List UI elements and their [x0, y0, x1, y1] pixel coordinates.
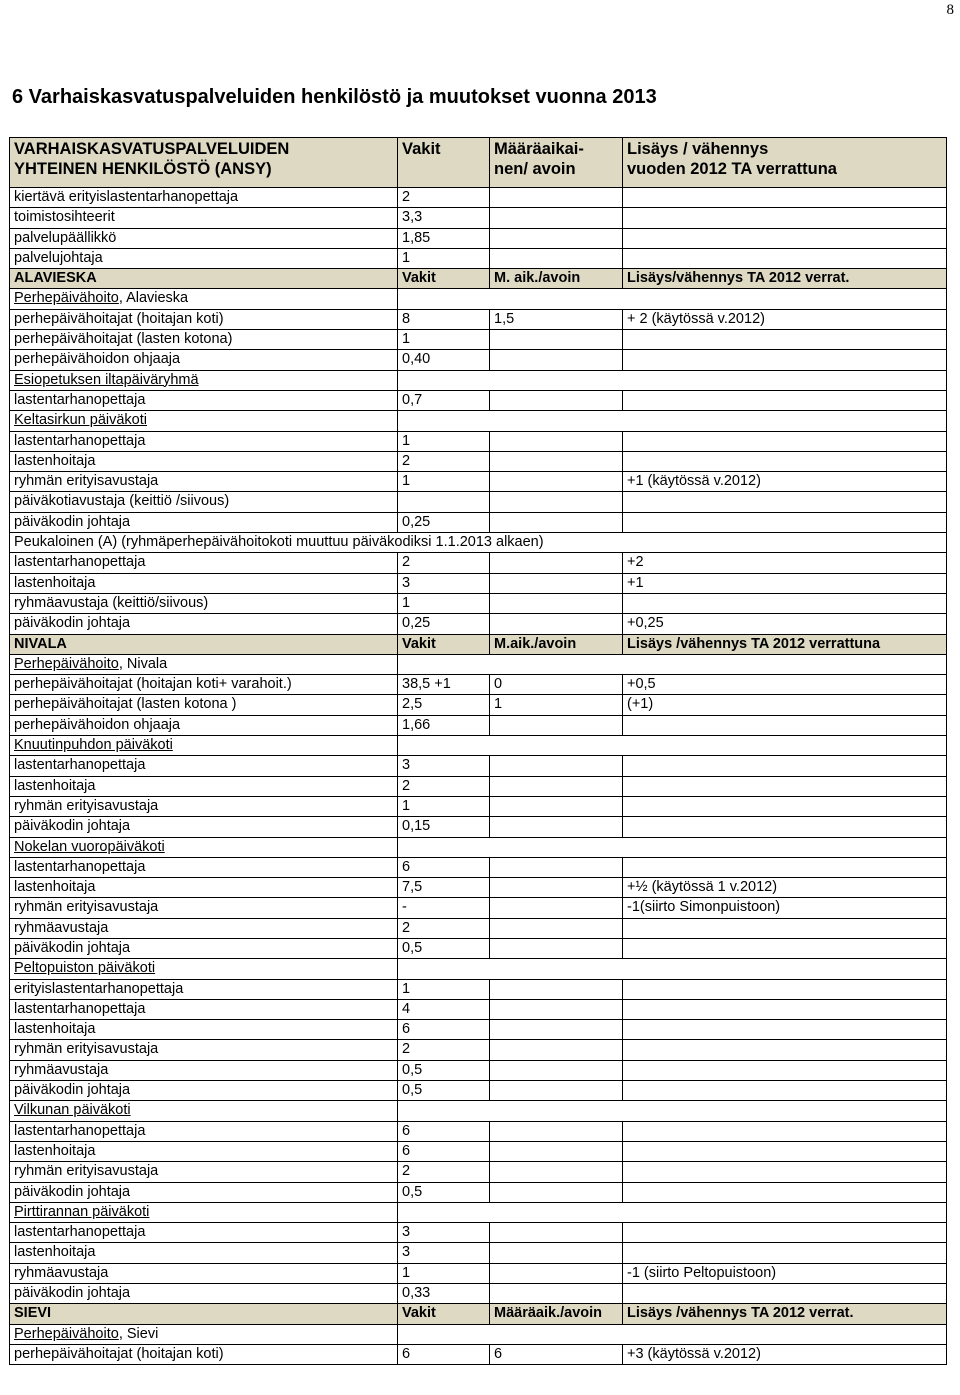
document-title: 6 Varhaiskasvatuspalveluiden henkilöstö ja muutokset vuonna 2013 [12, 86, 657, 108]
temporary-cell [490, 1223, 623, 1243]
role-cell: lastenhoitaja [10, 776, 398, 796]
header-cell-unit [10, 138, 398, 188]
temporary-cell [490, 593, 623, 613]
temporary-cell [490, 1081, 623, 1101]
change-cell: +1 [623, 573, 947, 593]
role-cell: ryhmäavustaja [10, 918, 398, 938]
permanent-cell: 1 [398, 248, 490, 268]
role-cell: erityislastentarhanopettaja [10, 979, 398, 999]
role-cell: perhepäivähoidon ohjaaja [10, 715, 398, 735]
temporary-cell: M.aik./avoin [490, 634, 623, 654]
role-cell: palvelujohtaja [10, 248, 398, 268]
temporary-cell [490, 492, 623, 512]
change-cell: +0,5 [623, 675, 947, 695]
table-row [10, 857, 947, 877]
role-cell: ryhmän erityisavustaja [10, 1162, 398, 1182]
change-cell [623, 390, 947, 410]
temporary-cell [490, 208, 623, 228]
role-cell: perhepäivähoitajat (lasten kotona ) [10, 695, 398, 715]
temporary-cell [490, 1141, 623, 1161]
role-cell: päiväkodin johtaja [10, 1081, 398, 1101]
change-cell [623, 715, 947, 735]
temporary-cell: 1,5 [490, 309, 623, 329]
permanent-cell: 7,5 [398, 878, 490, 898]
role-cell: ryhmäavustaja [10, 1263, 398, 1283]
permanent-cell: 38,5 +1 [398, 675, 490, 695]
section-header-row [10, 1304, 947, 1324]
permanent-cell: 1,66 [398, 715, 490, 735]
temporary-cell [490, 248, 623, 268]
permanent-cell: 1 [398, 796, 490, 816]
table-row [10, 938, 947, 958]
temporary-cell [490, 1040, 623, 1060]
table-row [10, 248, 947, 268]
header-cell-temporary [490, 138, 623, 188]
unit-name-cell [10, 1202, 398, 1222]
temporary-cell: 6 [490, 1344, 623, 1364]
table-row [10, 1141, 947, 1161]
header-text: YHTEINEN HENKILÖSTÖ (ANSY) [14, 160, 272, 178]
change-cell: +½ (käytössä 1 v.2012) [623, 878, 947, 898]
empty-cell [398, 289, 947, 309]
role-cell: lastenhoitaja [10, 1243, 398, 1263]
permanent-cell: 2 [398, 776, 490, 796]
temporary-cell: Määräaik./avoin [490, 1304, 623, 1324]
change-cell [623, 188, 947, 208]
permanent-cell: 1 [398, 472, 490, 492]
temporary-cell [490, 350, 623, 370]
header-text: nen/ avoin [494, 160, 576, 178]
temporary-cell: 1 [490, 695, 623, 715]
temporary-cell [490, 898, 623, 918]
permanent-cell: 6 [398, 1020, 490, 1040]
section-header-row [10, 634, 947, 654]
role-cell: perhepäivähoitajat (hoitajan koti+ varahoit.) [10, 675, 398, 695]
temporary-cell [490, 228, 623, 248]
table-row [10, 898, 947, 918]
unit-name: Esiopetuksen iltapäiväryhmä [14, 371, 199, 388]
role-cell: lastentarhanopettaja [10, 1223, 398, 1243]
unit-group-row [10, 370, 947, 390]
temporary-cell [490, 188, 623, 208]
table-row [10, 776, 947, 796]
table-header-row [10, 138, 947, 188]
change-cell: Lisäys /vähennys TA 2012 verrat. [623, 1304, 947, 1324]
temporary-cell [490, 614, 623, 634]
role-cell: lastentarhanopettaja [10, 857, 398, 877]
unit-name: Perhepäivähoito [14, 655, 119, 672]
table-row [10, 1223, 947, 1243]
page-number: 8 [946, 2, 954, 18]
table-row [10, 330, 947, 350]
unit-group-row [10, 837, 947, 857]
unit-name: Nokelan vuoropäiväkoti [14, 838, 165, 855]
role-cell: päiväkodin johtaja [10, 817, 398, 837]
permanent-cell: 1,85 [398, 228, 490, 248]
empty-cell [398, 1324, 947, 1344]
unit-suffix: , Nivala [118, 655, 168, 672]
empty-cell [398, 654, 947, 674]
table-row [10, 553, 947, 573]
temporary-cell [490, 330, 623, 350]
change-cell [623, 208, 947, 228]
permanent-cell: 1 [398, 431, 490, 451]
permanent-cell: 3 [398, 1243, 490, 1263]
table-row [10, 208, 947, 228]
temporary-cell [490, 878, 623, 898]
change-cell [623, 1141, 947, 1161]
permanent-cell: 0,40 [398, 350, 490, 370]
role-cell: päiväkodin johtaja [10, 1182, 398, 1202]
table-row [10, 756, 947, 776]
temporary-cell [490, 573, 623, 593]
change-cell: Lisäys /vähennys TA 2012 verrattuna [623, 634, 947, 654]
temporary-cell [490, 472, 623, 492]
role-cell: perhepäivähoitajat (lasten kotona) [10, 330, 398, 350]
table-row [10, 1284, 947, 1304]
staff-table [9, 137, 947, 1365]
table-row [10, 1040, 947, 1060]
change-cell [623, 1162, 947, 1182]
table-row [10, 472, 947, 492]
role-cell: lastenhoitaja [10, 573, 398, 593]
permanent-cell: 6 [398, 857, 490, 877]
change-cell [623, 228, 947, 248]
change-cell [623, 1121, 947, 1141]
temporary-cell [490, 431, 623, 451]
table-row [10, 918, 947, 938]
change-cell [623, 756, 947, 776]
change-cell: +2 [623, 553, 947, 573]
temporary-cell [490, 796, 623, 816]
temporary-cell [490, 553, 623, 573]
empty-cell [398, 1101, 947, 1121]
role-cell: ryhmän erityisavustaja [10, 1040, 398, 1060]
permanent-cell: 2 [398, 553, 490, 573]
change-cell [623, 918, 947, 938]
table-row [10, 431, 947, 451]
table-row [10, 573, 947, 593]
unit-suffix: , Alavieska [118, 290, 189, 307]
table-row [10, 715, 947, 735]
role-cell: ryhmäavustaja [10, 1060, 398, 1080]
temporary-cell [490, 390, 623, 410]
temporary-cell [490, 776, 623, 796]
change-cell [623, 1060, 947, 1080]
permanent-cell: 6 [398, 1141, 490, 1161]
role-cell: päiväkodin johtaja [10, 614, 398, 634]
change-cell [623, 1243, 947, 1263]
change-cell: Lisäys/vähennys TA 2012 verrat. [623, 269, 947, 289]
table-row [10, 614, 947, 634]
change-cell [623, 1040, 947, 1060]
permanent-cell: 2 [398, 1162, 490, 1182]
change-cell [623, 512, 947, 532]
role-cell: päiväkodin johtaja [10, 512, 398, 532]
header-text: Määräaikai- [494, 140, 584, 158]
permanent-cell: 3,3 [398, 208, 490, 228]
permanent-cell: 3 [398, 573, 490, 593]
permanent-cell: 1 [398, 1263, 490, 1283]
table-row [10, 695, 947, 715]
temporary-cell [490, 1284, 623, 1304]
table-row [10, 1243, 947, 1263]
permanent-cell: 1 [398, 979, 490, 999]
role-cell: lastentarhanopettaja [10, 390, 398, 410]
unit-name: Perhepäivähoito [14, 1325, 119, 1342]
permanent-cell: 0,7 [398, 390, 490, 410]
role-cell: SIEVI [10, 1304, 398, 1324]
role-cell: perhepäivähoidon ohjaaja [10, 350, 398, 370]
role-cell: lastenhoitaja [10, 1020, 398, 1040]
unit-group-row [10, 289, 947, 309]
change-cell [623, 776, 947, 796]
change-cell: +1 (käytössä v.2012) [623, 472, 947, 492]
temporary-cell [490, 1060, 623, 1080]
permanent-cell: 3 [398, 756, 490, 776]
permanent-cell: Vakit [398, 269, 490, 289]
note-row [10, 533, 947, 553]
table-row [10, 390, 947, 410]
unit-name-cell [10, 837, 398, 857]
temporary-cell [490, 999, 623, 1019]
change-cell [623, 1182, 947, 1202]
table-row [10, 451, 947, 471]
permanent-cell: 0,5 [398, 1060, 490, 1080]
role-cell: lastentarhanopettaja [10, 756, 398, 776]
section-header-row [10, 269, 947, 289]
role-cell: lastentarhanopettaja [10, 999, 398, 1019]
unit-name: Vilkunan päiväkoti [14, 1102, 131, 1119]
permanent-cell: 2,5 [398, 695, 490, 715]
table-row [10, 796, 947, 816]
change-cell [623, 1284, 947, 1304]
table-row [10, 188, 947, 208]
header-text: Vakit [402, 140, 441, 158]
change-cell: +3 (käytössä v.2012) [623, 1344, 947, 1364]
staff-table-body [10, 138, 947, 1365]
empty-cell [398, 1202, 947, 1222]
temporary-cell: 0 [490, 675, 623, 695]
table-row [10, 350, 947, 370]
temporary-cell [490, 512, 623, 532]
change-cell [623, 938, 947, 958]
temporary-cell [490, 1182, 623, 1202]
unit-name: Perhepäivähoito [14, 290, 119, 307]
table-row [10, 492, 947, 512]
change-cell [623, 999, 947, 1019]
table-row [10, 1121, 947, 1141]
empty-cell [398, 736, 947, 756]
table-row [10, 1020, 947, 1040]
role-cell: kiertävä erityislastentarhanopettaja [10, 188, 398, 208]
temporary-cell [490, 451, 623, 471]
staff-table-container [9, 137, 946, 1365]
permanent-cell: 6 [398, 1121, 490, 1141]
role-cell: toimistosihteerit [10, 208, 398, 228]
role-cell: ALAVIESKA [10, 269, 398, 289]
empty-cell [398, 959, 947, 979]
role-cell: lastentarhanopettaja [10, 553, 398, 573]
change-cell: -1(siirto Simonpuistoon) [623, 898, 947, 918]
change-cell [623, 492, 947, 512]
table-row [10, 1263, 947, 1283]
table-row [10, 1344, 947, 1364]
role-cell: lastenhoitaja [10, 878, 398, 898]
permanent-cell: 0,5 [398, 1081, 490, 1101]
role-cell: päiväkodin johtaja [10, 1284, 398, 1304]
permanent-cell: 0,5 [398, 1182, 490, 1202]
temporary-cell [490, 1121, 623, 1141]
permanent-cell: 1 [398, 593, 490, 613]
role-cell: perhepäivähoitajat (hoitajan koti) [10, 1344, 398, 1364]
empty-cell [398, 370, 947, 390]
header-text: Lisäys / vähennys [627, 140, 769, 158]
permanent-cell: 2 [398, 451, 490, 471]
header-cell-permanent [398, 138, 490, 188]
table-row [10, 999, 947, 1019]
temporary-cell [490, 817, 623, 837]
change-cell [623, 451, 947, 471]
table-row [10, 593, 947, 613]
empty-cell [398, 411, 947, 431]
table-row [10, 675, 947, 695]
role-cell: lastenhoitaja [10, 1141, 398, 1161]
unit-group-row [10, 959, 947, 979]
temporary-cell [490, 979, 623, 999]
table-row [10, 512, 947, 532]
unit-name-cell [10, 289, 398, 309]
change-cell [623, 431, 947, 451]
permanent-cell: 2 [398, 1040, 490, 1060]
permanent-cell: Vakit [398, 1304, 490, 1324]
unit-name-cell [10, 370, 398, 390]
temporary-cell [490, 1162, 623, 1182]
table-row [10, 1081, 947, 1101]
note-cell: Peukaloinen (A) (ryhmäperhepäivähoitokoti muuttuu päiväkodiksi 1.1.2013 alkaen) [10, 533, 947, 553]
temporary-cell [490, 938, 623, 958]
unit-name: Keltasirkun päiväkoti [14, 412, 147, 429]
change-cell: (+1) [623, 695, 947, 715]
permanent-cell: 2 [398, 188, 490, 208]
permanent-cell: 4 [398, 999, 490, 1019]
unit-group-row [10, 411, 947, 431]
change-cell [623, 1223, 947, 1243]
permanent-cell: 0,33 [398, 1284, 490, 1304]
unit-group-row [10, 1324, 947, 1344]
permanent-cell: 0,25 [398, 512, 490, 532]
change-cell [623, 593, 947, 613]
change-cell [623, 817, 947, 837]
permanent-cell: 0,15 [398, 817, 490, 837]
permanent-cell [398, 492, 490, 512]
permanent-cell: 1 [398, 330, 490, 350]
unit-suffix: , Sievi [118, 1325, 159, 1342]
role-cell: lastenhoitaja [10, 451, 398, 471]
header-cell-change [623, 138, 947, 188]
unit-name-cell [10, 654, 398, 674]
permanent-cell: 3 [398, 1223, 490, 1243]
change-cell: -1 (siirto Peltopuistoon) [623, 1263, 947, 1283]
header-text: VARHAISKASVATUSPALVELUIDEN [14, 140, 290, 158]
table-row [10, 1162, 947, 1182]
temporary-cell [490, 1263, 623, 1283]
table-row [10, 228, 947, 248]
change-cell: +0,25 [623, 614, 947, 634]
unit-name: Peltopuiston päiväkoti [14, 960, 156, 977]
temporary-cell [490, 756, 623, 776]
change-cell: + 2 (käytössä v.2012) [623, 309, 947, 329]
table-row [10, 979, 947, 999]
change-cell [623, 330, 947, 350]
table-row [10, 1060, 947, 1080]
change-cell [623, 796, 947, 816]
change-cell [623, 350, 947, 370]
unit-name: Pirttirannan päiväkoti [14, 1203, 150, 1220]
unit-name-cell [10, 736, 398, 756]
permanent-cell: 6 [398, 1344, 490, 1364]
change-cell [623, 979, 947, 999]
role-cell: ryhmän erityisavustaja [10, 472, 398, 492]
role-cell: lastentarhanopettaja [10, 1121, 398, 1141]
unit-name: Knuutinpuhdon päiväkoti [14, 737, 173, 754]
change-cell [623, 248, 947, 268]
temporary-cell: M. aik./avoin [490, 269, 623, 289]
role-cell: ryhmän erityisavustaja [10, 898, 398, 918]
role-cell: NIVALA [10, 634, 398, 654]
temporary-cell [490, 918, 623, 938]
temporary-cell [490, 1243, 623, 1263]
change-cell [623, 1020, 947, 1040]
table-row [10, 1182, 947, 1202]
unit-group-row [10, 1101, 947, 1121]
table-row [10, 878, 947, 898]
role-cell: ryhmän erityisavustaja [10, 796, 398, 816]
temporary-cell [490, 1020, 623, 1040]
role-cell: päiväkotiavustaja (keittiö /siivous) [10, 492, 398, 512]
permanent-cell: 8 [398, 309, 490, 329]
unit-group-row [10, 654, 947, 674]
role-cell: perhepäivähoitajat (hoitajan koti) [10, 309, 398, 329]
table-row [10, 309, 947, 329]
permanent-cell: 0,5 [398, 938, 490, 958]
unit-name-cell [10, 1101, 398, 1121]
change-cell [623, 1081, 947, 1101]
permanent-cell: 0,25 [398, 614, 490, 634]
permanent-cell: 2 [398, 918, 490, 938]
change-cell [623, 857, 947, 877]
role-cell: palvelupäällikkö [10, 228, 398, 248]
role-cell: lastentarhanopettaja [10, 431, 398, 451]
unit-group-row [10, 1202, 947, 1222]
table-row [10, 817, 947, 837]
temporary-cell [490, 857, 623, 877]
unit-group-row [10, 736, 947, 756]
empty-cell [398, 837, 947, 857]
unit-name-cell [10, 959, 398, 979]
role-cell: ryhmäavustaja (keittiö/siivous) [10, 593, 398, 613]
unit-name-cell [10, 411, 398, 431]
unit-name-cell [10, 1324, 398, 1344]
permanent-cell: - [398, 898, 490, 918]
role-cell: päiväkodin johtaja [10, 938, 398, 958]
header-text: vuoden 2012 TA verrattuna [627, 160, 837, 178]
permanent-cell: Vakit [398, 634, 490, 654]
temporary-cell [490, 715, 623, 735]
